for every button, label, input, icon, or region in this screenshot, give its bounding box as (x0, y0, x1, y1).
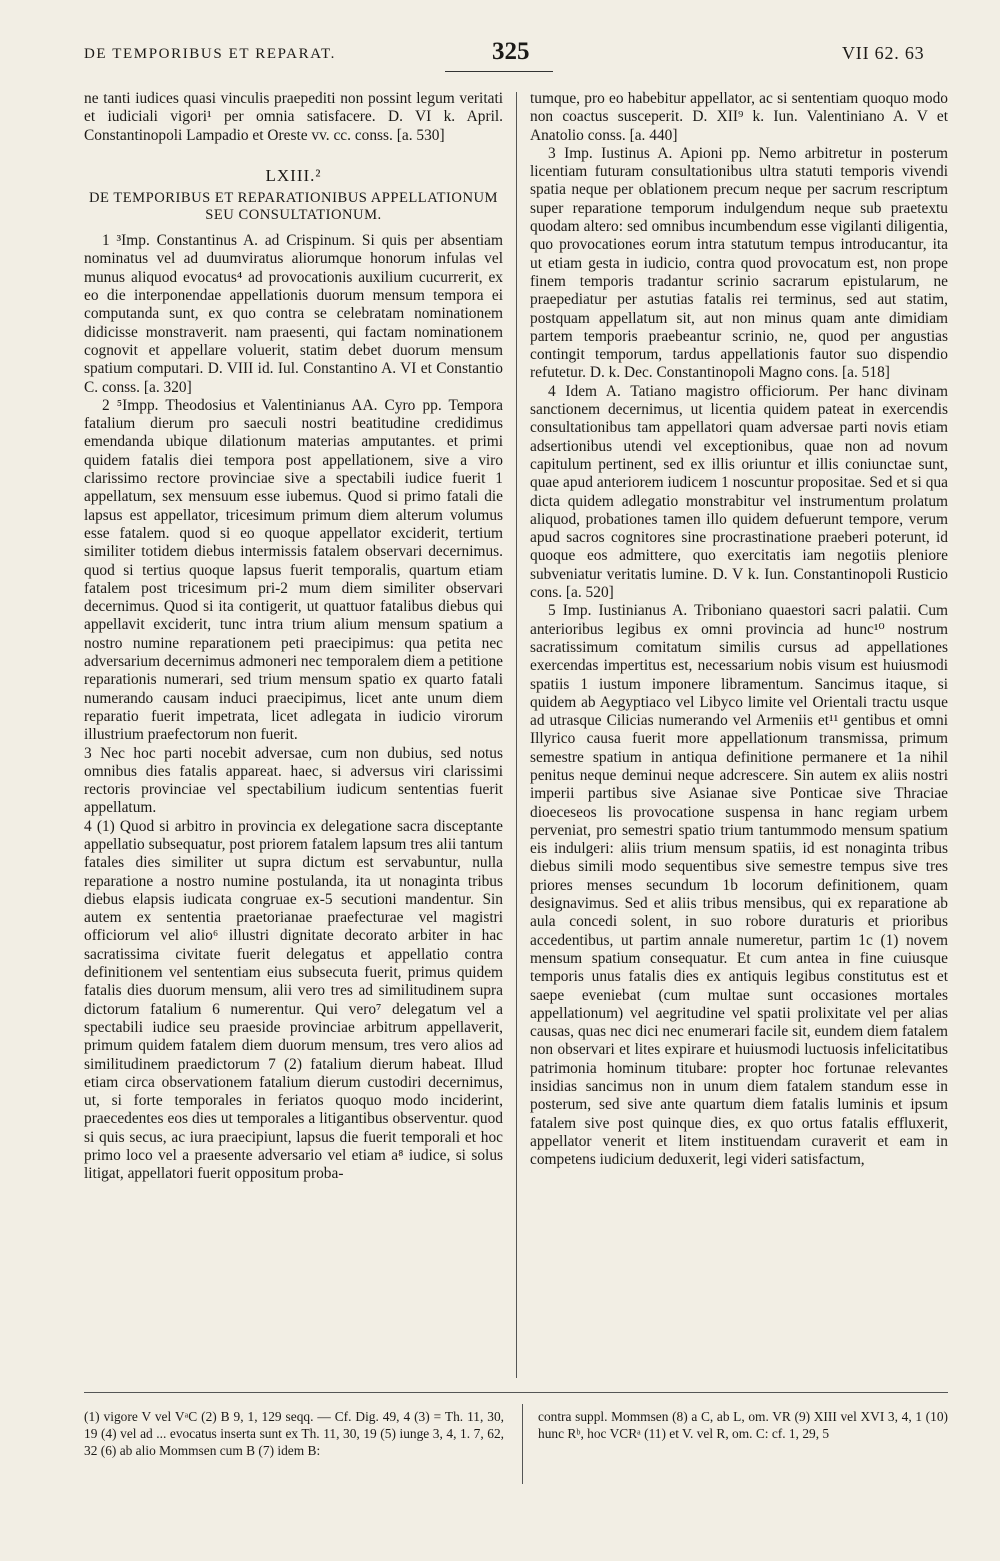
law-paragraph-2-end: tumque, pro eo habebitur appellator, ac si sententiam quoquo modo non coactus susceperit. D. XII⁹ k. Iun. Valentiniano A. V et Anatolio conss. [a. 440] (530, 90, 948, 144)
right-column (530, 90, 948, 1170)
law-paragraph-2-cont-3: 3 Nec hoc parti nocebit adversae, cum non dubius, sed notus omnibus dies fatalis appareat. haec, si adversus viri clarissimi rectoris provinciae vel spectabilium iudicum sententias fuerit appellatum. (84, 744, 503, 817)
law-paragraph-3: 3 Imp. Iustinus A. Apioni pp. Nemo arbitretur in posterum licentiam futuram consultationibus ultra statuti temporis vivendi spatia neque per oblationem precum neque per sacrum rescriptum super reparatione temporum indulgendum neque sub praetextu quodam altero: sed omnibus incumbendum esse vigilanti diligentia, quo provocationes eorum intra statutum tempus introducantur, ita ut etiam gesta in iudicio, contra quod provocatum est, non prope finem temporis tradantur scrinio sacrarum epistularum, ne praepediatur per astutias fatalis rei terminus, sed aut statim, postquam appellatum sit, aut non minus quam ante dimidiam partem temporis praebeantur scrinio, ne, quod per angustias contingit temporum, tardus appellationis fautor suo dispendio refutetur. D. k. Dec. Constantinopoli Magno cons. [a. 518] (530, 144, 948, 382)
footnotes-right: contra suppl. Mommsen (8) a C, ab L, om. VR (9) XIII vel XVI 3, 4, 1 (10) hunc Rᵇ, hoc VCRᵃ (11) et V. vel R, om. C: cf. 1, 29, 5 (538, 1409, 948, 1441)
title-heading: DE TEMPORIBUS ET REPARATIONIBUS APPELLATIONUM SEU CONSULTATIONUM. (88, 190, 498, 224)
page-header (0, 38, 1000, 78)
page-number-rule (445, 71, 553, 72)
carry-over-paragraph: ne tanti iudices quasi vinculis praepediti non possint legum veritati et iudiciali vigori¹ per omnia satisfacere. D. VI k. April. Constantinopoli Lampadio et Oreste vv. cc. conss. [a. 530] (84, 90, 503, 144)
law-paragraph-5: 5 Imp. Iustinianus A. Triboniano quaestori sacri palatii. Cum anterioribus legibus ex omni provincia ad hunc¹⁰ nostrum sacratissimum comitatum similis cursus ad appellationes exercendas impertitus est, necessarium nobis visum est huiusmodi spatiis 1 iustum imponere libramentum. Sancimus itaque, si quidem ab Aegyptiaco vel Libyco limite vel Orientali tractu usque ad utrasque Cilicias numerando vel Armeniis et¹¹ gentibus et omni Illyrico causa fuerit more appellationum transmissa, primum semestre spatium in antiqua definitione permanere et 1a nihil penitus neque deminui neque adcrescere. Sin autem ex aliis nostri imperii partibus sive Asianae sive Ponticae sive Thraciae dioeceseos lis provocatione suspensa in hanc regiam urbem perveniat, pro semestri spatio trium tantummodo mensum spatium eis indulgeri: aliis trium mensum spatiis, id est nonaginta tribus diebus simili modo sequentibus sive semestre tempus sive tres priores menses secundum 1b locorum definitionem, quam designavimus. Sed et aliis tribus mensibus, qui ex reparatione ab aula concedi solent, in suo robore duraturis et prioribus accedentibus, ut partim annale numeretur, partim 1c (1) novem mensum spatium consequatur. Et cum antea in fine cuiusque temporis unus fatalis dies ex antiquis legibus constitutus est et saepe eveniebat (cum multae sunt occasiones mortales appellationum) vel aegritudine vel spatii prolixitate vel per alias causas, quas nec dici nec enumerari facile sit, eundem diem fatalem non observari et lites expirare et huiusmodi luctuosis infelicitatibus patrimonia hominum titubare: propter hoc fortunae relevantes insidias sancimus non in unum diem fatalem standum esse in posterum, sed sive ante quartum diem fatalis luminis et ipsum fatalem sive post quinque dies, ex quo ortus fatalis effluxerit, appellator venerit et litem instituendam curaverit et eam in competens iudicium deduxerit, legi videri satisfactum, (530, 602, 948, 1169)
page-number: 325 (492, 38, 530, 65)
title-number: LXIII.² (265, 165, 322, 185)
footnotes-left: (1) vigore V vel VᵃC (2) B 9, 1, 129 seqq. — Cf. Dig. 49, 4 (3) = Th. 11, 30, 19 (4) vel ad ... evocatus inserta sunt ex Th. 11, 30, 19 (5) iunge 3, 4, 1. 7, 62, 32 (6) ab alio Mommsen cum B (7) idem B: (84, 1409, 504, 1458)
section-reference: VII 62. 63 (842, 43, 925, 63)
footnote-divider (522, 1404, 523, 1484)
law-paragraph-2-cont-4: 4 (1) Quod si arbitro in provincia ex delegatione sacra disceptante appellatio subsequatur, post priorem fatalem lapsum tres alii tantum fatales dies similiter ut supra dictum est servabuntur, nulla reparatione a nostro numine postulanda, ita ut nonaginta tribus diebus elapsis iudicata congruae ex-5 secutioni mandentur. Sin autem ex sententia praetorianae praefecturae vel magistri officiorum vel alio⁶ illustri dignitate decorato arbiter in hac sacratissima civitate fuerit delegatus et appellatio contra definitionem vel sententiam eius subsecuta fuerit, primus quidem fatalis dies duorum mensum, alii vero tres ad similitudinem supra dictorum fatalium 6 numerentur. Qui vero⁷ delegatum vel a spectabili iudice seu praeside provinciae arbitrum appellaverit, primum quidem fatalem diem duorum mensum, tres vero alios ad similitudinem praedictorum 7 (2) fatalium dierum habeat. Illud etiam circa observationem fatalium dierum custodiri decernimus, ut, si forte temporales in feriatos quoquo modo inciderint, praecedentes eos dies ut temporales a litigantibus observentur. quod si quis secus, ac iura praecipiunt, lapsus die fuerit temporali et hoc primo loco vel a praesente adversario vel etiam a⁸ iudice, si solus litigat, appellatori fuerit oppositum proba- (84, 817, 503, 1183)
footnote-rule (84, 1392, 948, 1393)
law-paragraph-2: 2 ⁵Impp. Theodosius et Valentinianus AA. Cyro pp. Tempora fatalium dierum pro saeculi nostri beatitudine credidimus emendanda ubique dilationum materias amputantes. et primi quidem fatalis diei tempora post appellationem, sive a viro clarissimo rectore provinciae sive a spectabili iudice fuerit 1 appellatum, sex mensuum esse iubemus. Quod si primo fatali die lapsus est appellator, tricesimum primum diem alterum volumus esse fatalem. quod si eo quoque appellator exciderit, tertium similiter totidem diebus intermissis fatalem observari decernimus. quod si tertius quoque lapsus fuerit temporalis, quartum etiam fatalem post tricesimum pri-2 mum diem similiter observari decernimus. Quod si ita contigerit, ut quattuor fatalibus diebus qui appellavit exciderit, tunc intra trium alium mensum spatium a nostro numine reparationem peti praecipimus: qua petita nec adversarium decernimus admoneri nec temporalem diem a petitione reparationis numerari, sed trium mensum spatio ex quarto fatali numerando causam induci praecipimus, licet ante unum diem reparatio fuerit impetrata, licet adlegata in iudicio virorum illustrium praefectorum non fuerit. (84, 396, 503, 744)
running-title: DE TEMPORIBUS ET REPARAT. (84, 46, 336, 62)
left-column (84, 90, 503, 1184)
law-paragraph-4: 4 Idem A. Tatiano magistro officiorum. Per hanc divinam sanctionem decernimus, ut licentia quidem pateat in exercendis consultationibus tam appellatori quam adversae parti novis etiam adsertionibus utendi vel exceptionibus, quae non ad novum capitulum pertinent, sed ex illis oriuntur et illis coniunctae sunt, quae apud anteriorem iudicem 1 noscuntur propositae. Sed et si qua dicta quidem adlegatio monstrabitur vel instrumentum prolatum aliquod, probationes tamen illo quidem defuerunt tempore, verum apud sacros cognitores sine procrastinatione praeberi poterunt, id quoque eos admittere, quo exercitatis iam negotiis pleniore subveniatur veritatis lumine. D. V k. Iun. Constantinopoli Rusticio cons. [a. 520] (530, 382, 948, 602)
law-paragraph-1: 1 ³Imp. Constantinus A. ad Crispinum. Si quis per absentiam nominatus vel ad duumviratus aliorumque honorum infulas vel munus aliquod evocatus⁴ ad provocationis auxilium cucurrerit, ex eo die interponendae appellationis duorum mensum tempora ei computanda sunt, ex quo contra se celebratam nominationem didicisse monstraverit. nam praesenti, qui factam nominationem cognovit et appellare voluerit, statim debet duorum mensum spatium computari. D. VIII id. Iul. Constantino A. VI et Constantio C. conss. [a. 320] (84, 232, 503, 396)
column-divider (516, 92, 517, 1378)
